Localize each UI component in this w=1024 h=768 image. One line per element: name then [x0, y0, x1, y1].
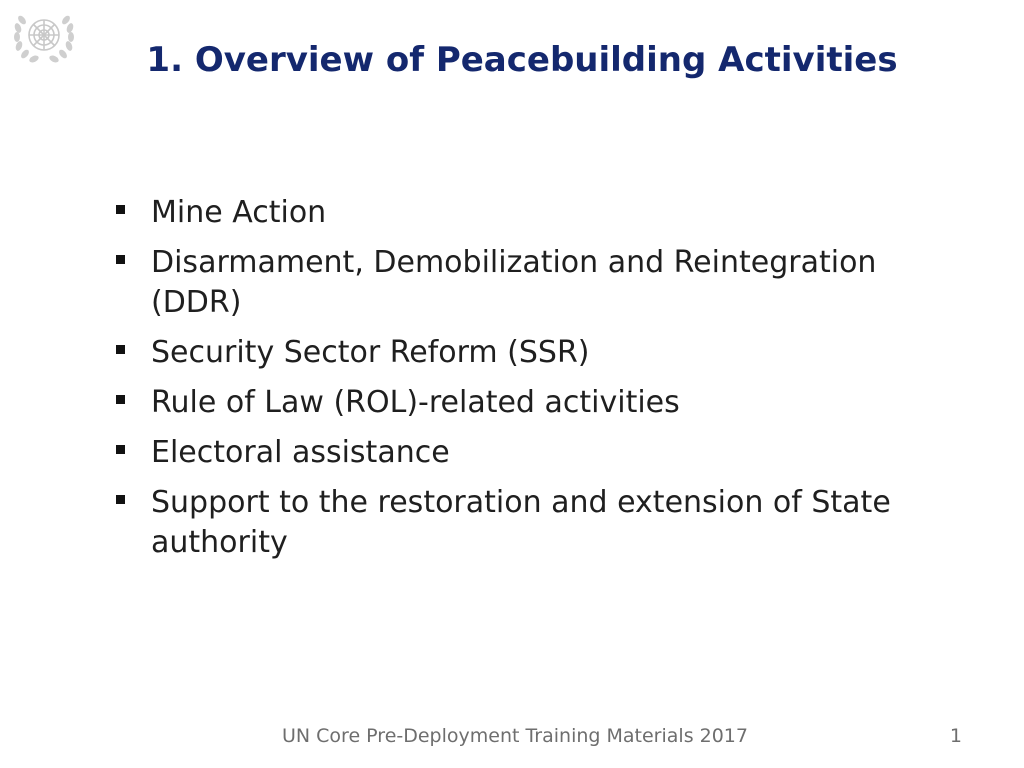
bullet-text: Support to the restoration and extension of State authority — [151, 485, 891, 560]
bullet-item — [114, 483, 974, 563]
square-bullet-icon — [116, 495, 125, 504]
bullet-text: Mine Action — [151, 195, 327, 230]
square-bullet-icon — [116, 205, 125, 214]
square-bullet-icon — [116, 395, 125, 404]
page-number: 1 — [949, 725, 962, 747]
square-bullet-icon — [116, 255, 125, 264]
bullet-item — [114, 243, 974, 323]
slide-footer: UN Core Pre-Deployment Training Materials 2017 — [282, 725, 748, 747]
bullet-text: Electoral assistance — [151, 435, 450, 470]
bullet-item — [114, 193, 974, 233]
bullet-item — [114, 433, 974, 473]
bullet-item — [114, 383, 974, 423]
bullet-text: Security Sector Reform (SSR) — [151, 335, 590, 370]
square-bullet-icon — [116, 345, 125, 354]
bullet-text: Rule of Law (ROL)-related activities — [151, 385, 680, 420]
slide-title: 1. Overview of Peacebuilding Activities — [146, 40, 898, 80]
square-bullet-icon — [116, 445, 125, 454]
bullet-text: Disarmament, Demobilization and Reintegration (DDR) — [151, 245, 877, 320]
bullet-list — [114, 193, 974, 573]
bullet-item — [114, 333, 974, 373]
